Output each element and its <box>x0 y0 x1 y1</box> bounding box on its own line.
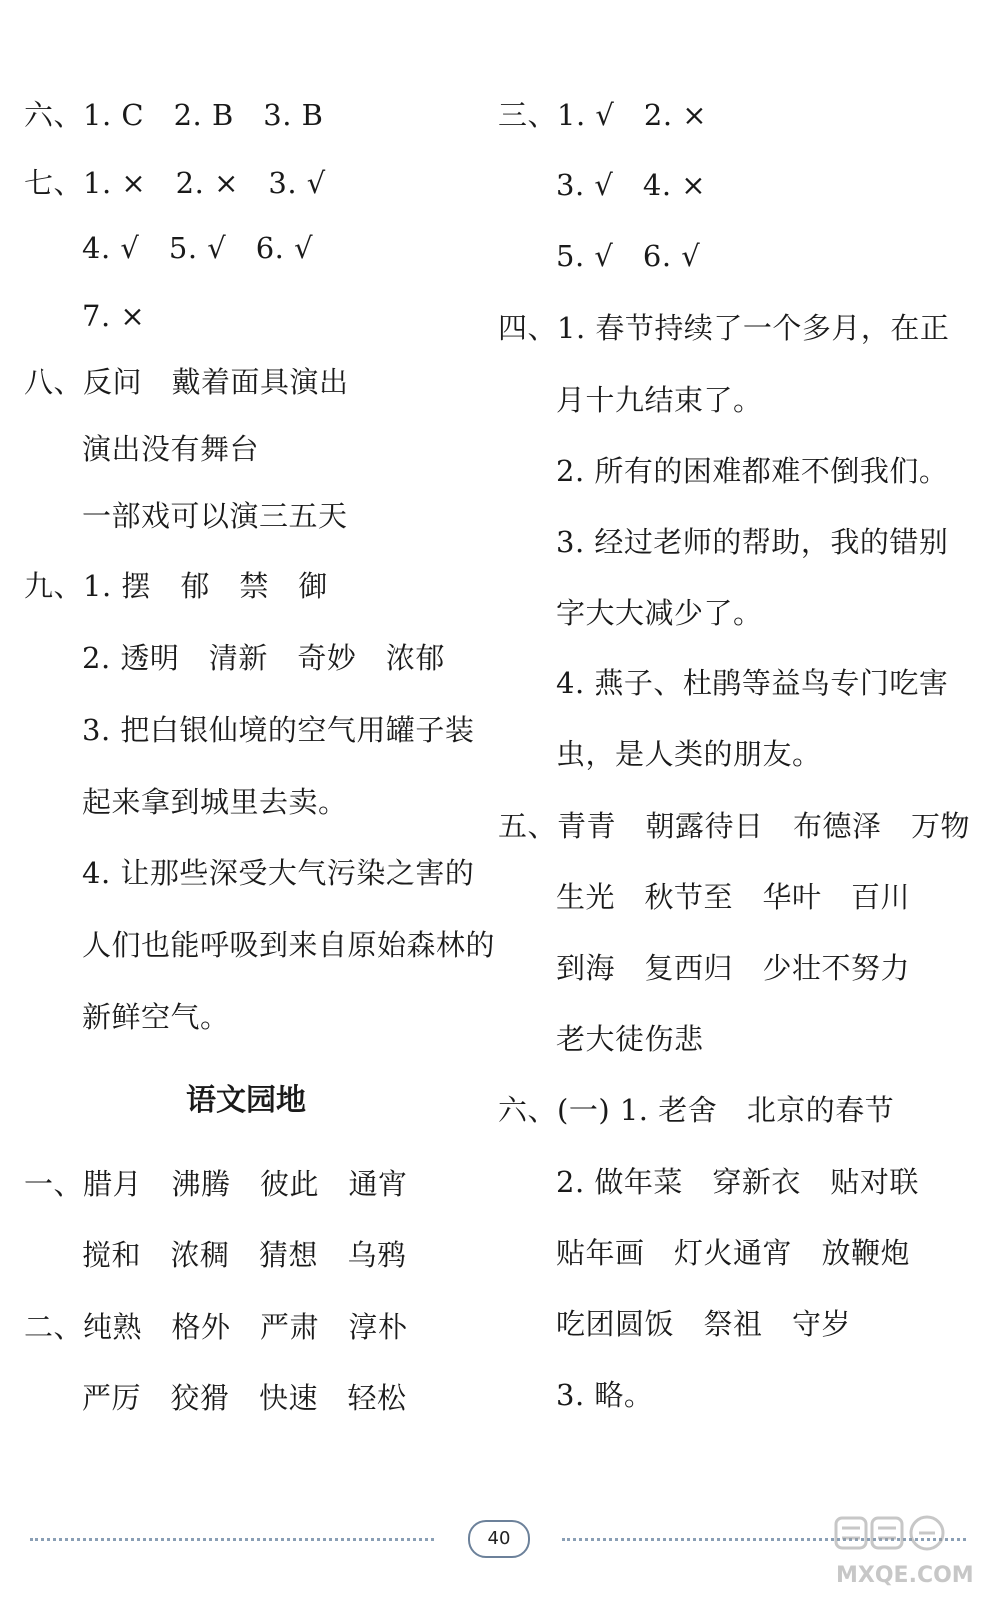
answer-line: 3. 经过老师的帮助，我的错别 <box>556 525 949 559</box>
answer-line: 7. × <box>82 299 146 333</box>
answer-line: 五、青青 朝露待日 布德泽 万物 <box>498 809 971 843</box>
answer-line: 严厉 狡猾 快速 轻松 <box>82 1381 407 1415</box>
answer-line: 四、1. 春节持续了一个多月，在正 <box>498 311 950 345</box>
answer-line: 六、1. C 2. B 3. B <box>24 98 324 132</box>
answer-line: 2. 做年菜 穿新衣 贴对联 <box>556 1165 919 1199</box>
answer-line: 3. 把白银仙境的空气用罐子装 <box>82 713 475 747</box>
answer-line: 老大徒伤悲 <box>556 1022 704 1056</box>
footer-dots-left <box>30 1538 434 1541</box>
answer-line: 七、1. × 2. × 3. √ <box>24 166 326 200</box>
answer-line: 贴年画 灯火通宵 放鞭炮 <box>556 1236 911 1270</box>
answer-line: 人们也能呼吸到来自原始森林的 <box>82 928 496 962</box>
answer-line: 3. 略。 <box>556 1378 654 1412</box>
answer-line: 3. √ 4. × <box>556 168 707 202</box>
section-heading: 语文园地 <box>186 1083 306 1118</box>
answer-line: 月十九结束了。 <box>556 383 763 417</box>
answer-line: 新鲜空气。 <box>82 1000 230 1034</box>
answer-line: 一部戏可以演三五天 <box>82 499 348 533</box>
answer-line: 4. 燕子、杜鹃等益鸟专门吃害 <box>556 666 949 700</box>
answer-line: 字大大减少了。 <box>556 596 763 630</box>
answer-line: 2. 透明 清新 奇妙 浓郁 <box>82 641 445 675</box>
answer-line: 5. √ 6. √ <box>556 239 701 273</box>
answer-line: 六、(一) 1. 老舍 北京的春节 <box>498 1093 895 1127</box>
answer-line: 虫，是人类的朋友。 <box>556 737 822 771</box>
answer-line: 4. √ 5. √ 6. √ <box>82 231 314 265</box>
answer-line: 八、反问 戴着面具演出 <box>24 365 349 399</box>
watermark-logo <box>832 1512 982 1592</box>
answer-line: 吃团圆饭 祭祖 守岁 <box>556 1307 852 1341</box>
answer-line: 搅和 浓稠 猜想 乌鸦 <box>82 1238 407 1272</box>
answer-line: 生光 秋节至 华叶 百川 <box>556 880 911 914</box>
watermark-text: MXQE.COM <box>836 1563 974 1588</box>
answer-line: 到海 复西归 少壮不努力 <box>556 951 911 985</box>
answer-line: 演出没有舞台 <box>82 432 260 466</box>
answer-line: 起来拿到城里去卖。 <box>82 785 348 819</box>
answer-line: 九、1. 摆 郁 禁 御 <box>24 569 328 603</box>
answer-line: 2. 所有的困难都难不倒我们。 <box>556 454 949 488</box>
answer-line: 4. 让那些深受大气污染之害的 <box>82 856 475 890</box>
page-number-badge: 40 <box>468 1520 530 1558</box>
answer-line: 三、1. √ 2. × <box>498 98 708 132</box>
page-footer <box>30 1518 966 1558</box>
answer-line: 一、腊月 沸腾 彼此 通宵 <box>24 1167 408 1201</box>
answer-line: 二、纯熟 格外 严肃 淳朴 <box>24 1310 408 1344</box>
